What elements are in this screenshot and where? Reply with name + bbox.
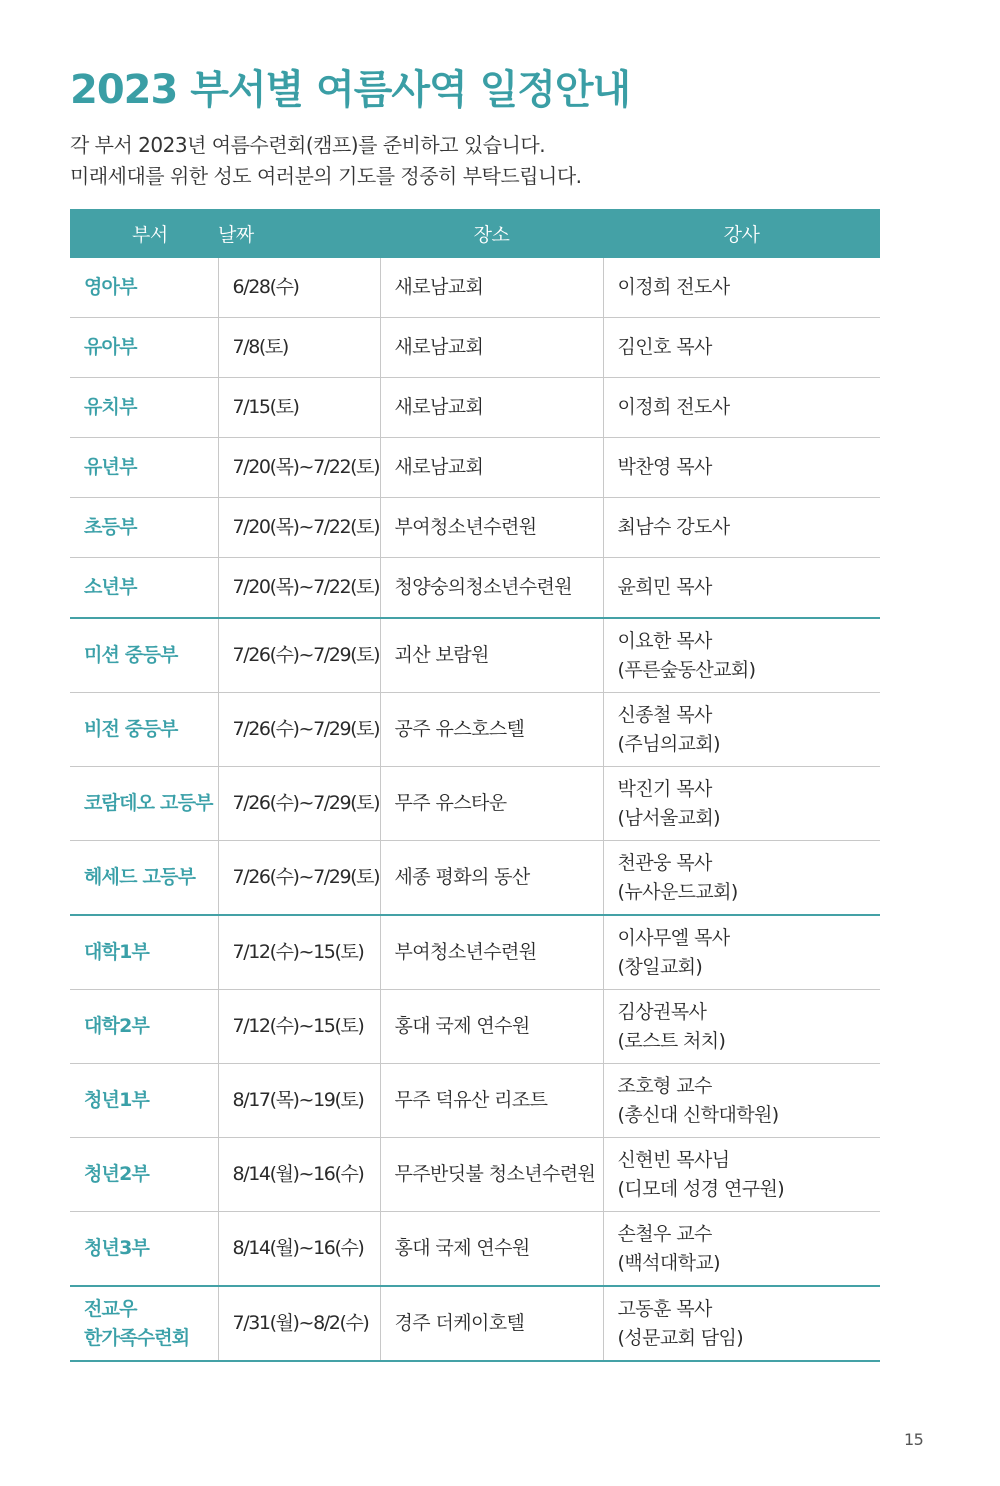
intro-line: 미래세대를 위한 성도 여러분의 기도를 정중히 부탁드립니다. [70, 164, 582, 188]
dept-cell [70, 378, 218, 438]
table-header-row [70, 209, 880, 258]
date-cell: 7/26(수)~7/29(토) [218, 618, 380, 693]
date-cell: 7/20(목)~7/22(토) [218, 438, 380, 498]
place-cell: 새로남교회 [380, 258, 603, 318]
date-cell: 7/12(수)~15(토) [218, 915, 380, 990]
table-row [70, 378, 880, 438]
speaker-cell-line: 이요한 목사 [617, 629, 712, 652]
header-date: 날짜 [218, 209, 380, 258]
speaker-cell [603, 258, 880, 318]
dept-cell-line: 유아부 [84, 336, 137, 358]
dept-cell-line: 초등부 [84, 516, 137, 538]
dept-cell-line: 코람데오 고등부 [84, 792, 213, 814]
place-cell: 공주 유스호스텔 [380, 693, 603, 767]
table-row [70, 1138, 880, 1212]
speaker-cell-line: 고동훈 목사 [617, 1297, 712, 1320]
dept-cell [70, 1286, 218, 1361]
table-row [70, 318, 880, 378]
place-cell: 부여청소년수련원 [380, 498, 603, 558]
dept-cell [70, 1138, 218, 1212]
dept-cell-line: 청년2부 [84, 1163, 150, 1185]
date-cell: 6/28(수) [218, 258, 380, 318]
date-cell: 7/15(토) [218, 378, 380, 438]
dept-cell-line: 비전 중등부 [84, 718, 178, 740]
speaker-cell [603, 318, 880, 378]
table-row [70, 841, 880, 916]
intro-line: 각 부서 2023년 여름수련회(캠프)를 준비하고 있습니다. [70, 133, 546, 157]
place-cell: 세종 평화의 동산 [380, 841, 603, 916]
speaker-cell [603, 990, 880, 1064]
place-cell: 무주반딧불 청소년수련원 [380, 1138, 603, 1212]
speaker-cell-line: 이사무엘 목사 [617, 926, 730, 949]
dept-cell-line: 소년부 [84, 576, 137, 598]
date-cell: 7/12(수)~15(토) [218, 990, 380, 1064]
speaker-cell [603, 1138, 880, 1212]
speaker-cell-line: 이정희 전도사 [617, 276, 730, 298]
speaker-cell-line: (성문교회 담임) [617, 1326, 744, 1349]
speaker-cell-line: (뉴사운드교회) [617, 880, 738, 903]
dept-cell-line: 유년부 [84, 456, 137, 478]
dept-cell-line: 청년1부 [84, 1089, 150, 1111]
table-row [70, 558, 880, 619]
table-row [70, 767, 880, 841]
place-cell: 경주 더케이호텔 [380, 1286, 603, 1361]
dept-cell-line: 한가족수련회 [84, 1326, 190, 1349]
place-cell: 무주 유스타운 [380, 767, 603, 841]
speaker-cell [603, 498, 880, 558]
place-cell: 새로남교회 [380, 378, 603, 438]
speaker-cell-line: (창일교회) [617, 955, 703, 978]
dept-cell-line: 유치부 [84, 396, 137, 418]
speaker-cell [603, 438, 880, 498]
speaker-cell-line: 김상권목사 [617, 1000, 707, 1023]
dept-cell [70, 841, 218, 916]
speaker-cell-line: 손철우 교수 [617, 1222, 712, 1245]
dept-cell [70, 1064, 218, 1138]
date-cell: 8/14(월)~16(수) [218, 1212, 380, 1287]
place-cell: 새로남교회 [380, 318, 603, 378]
schedule-table [70, 209, 880, 1362]
speaker-cell-line: (남서울교회) [617, 806, 720, 829]
dept-cell-line: 전교우 [84, 1297, 137, 1320]
intro-text [70, 130, 930, 192]
dept-cell-line: 청년3부 [84, 1237, 150, 1259]
header-dept: 부서 [70, 209, 218, 258]
speaker-cell-line: 윤희민 목사 [617, 576, 712, 598]
speaker-cell [603, 1286, 880, 1361]
speaker-cell [603, 558, 880, 619]
dept-cell [70, 693, 218, 767]
table-row [70, 1286, 880, 1361]
dept-cell [70, 558, 218, 619]
speaker-cell [603, 378, 880, 438]
header-place: 장소 [380, 209, 603, 258]
dept-cell-line: 대학2부 [84, 1015, 150, 1037]
dept-cell [70, 498, 218, 558]
table-row [70, 693, 880, 767]
speaker-cell [603, 767, 880, 841]
table-row [70, 1212, 880, 1287]
speaker-cell [603, 915, 880, 990]
place-cell: 새로남교회 [380, 438, 603, 498]
table-row [70, 990, 880, 1064]
place-cell: 청양숭의청소년수련원 [380, 558, 603, 619]
speaker-cell [603, 618, 880, 693]
speaker-cell-line: (총신대 신학대학원) [617, 1103, 779, 1126]
speaker-cell-line: (푸른숲동산교회) [617, 658, 756, 681]
speaker-cell-line: 최남수 강도사 [617, 516, 730, 538]
table-row [70, 258, 880, 318]
table-row [70, 618, 880, 693]
speaker-cell [603, 841, 880, 916]
place-cell: 홍대 국제 연수원 [380, 990, 603, 1064]
speaker-cell-line: 천관웅 목사 [617, 851, 712, 874]
dept-cell [70, 258, 218, 318]
dept-cell-line: 헤세드 고등부 [84, 866, 196, 888]
date-cell: 8/17(목)~19(토) [218, 1064, 380, 1138]
schedule-body [70, 258, 880, 1361]
page-number: 15 [904, 1430, 924, 1449]
dept-cell [70, 438, 218, 498]
table-row [70, 1064, 880, 1138]
dept-cell [70, 1212, 218, 1287]
date-cell: 7/26(수)~7/29(토) [218, 767, 380, 841]
date-cell: 7/31(월)~8/2(수) [218, 1286, 380, 1361]
date-cell: 7/20(목)~7/22(토) [218, 498, 380, 558]
speaker-cell-line: (로스트 처치) [617, 1029, 726, 1052]
speaker-cell-line: 박진기 목사 [617, 777, 712, 800]
dept-cell [70, 990, 218, 1064]
dept-cell [70, 767, 218, 841]
dept-cell-line: 영아부 [84, 276, 137, 298]
speaker-cell-line: (백석대학교) [617, 1251, 720, 1274]
table-row [70, 915, 880, 990]
dept-cell [70, 915, 218, 990]
place-cell: 무주 덕유산 리조트 [380, 1064, 603, 1138]
table-row [70, 438, 880, 498]
speaker-cell [603, 1212, 880, 1287]
speaker-cell-line: (디모데 성경 연구원) [617, 1177, 785, 1200]
table-row [70, 498, 880, 558]
speaker-cell [603, 693, 880, 767]
header-speaker: 강사 [603, 209, 880, 258]
dept-cell [70, 618, 218, 693]
place-cell: 홍대 국제 연수원 [380, 1212, 603, 1287]
speaker-cell-line: 신현빈 목사님 [617, 1148, 730, 1171]
date-cell: 7/26(수)~7/29(토) [218, 693, 380, 767]
dept-cell-line: 미션 중등부 [84, 644, 178, 666]
dept-cell-line: 대학1부 [84, 941, 150, 963]
page-title: 2023 부서별 여름사역 일정안내 [70, 67, 631, 113]
place-cell: 괴산 보람원 [380, 618, 603, 693]
dept-cell [70, 318, 218, 378]
speaker-cell-line: 김인호 목사 [617, 336, 712, 358]
date-cell: 7/26(수)~7/29(토) [218, 841, 380, 916]
place-cell: 부여청소년수련원 [380, 915, 603, 990]
date-cell: 7/20(목)~7/22(토) [218, 558, 380, 619]
speaker-cell [603, 1064, 880, 1138]
speaker-cell-line: 박찬영 목사 [617, 456, 712, 478]
speaker-cell-line: 조호형 교수 [617, 1074, 712, 1097]
speaker-cell-line: (주님의교회) [617, 732, 720, 755]
date-cell: 8/14(월)~16(수) [218, 1138, 380, 1212]
speaker-cell-line: 이정희 전도사 [617, 396, 730, 418]
speaker-cell-line: 신종철 목사 [617, 703, 712, 726]
date-cell: 7/8(토) [218, 318, 380, 378]
